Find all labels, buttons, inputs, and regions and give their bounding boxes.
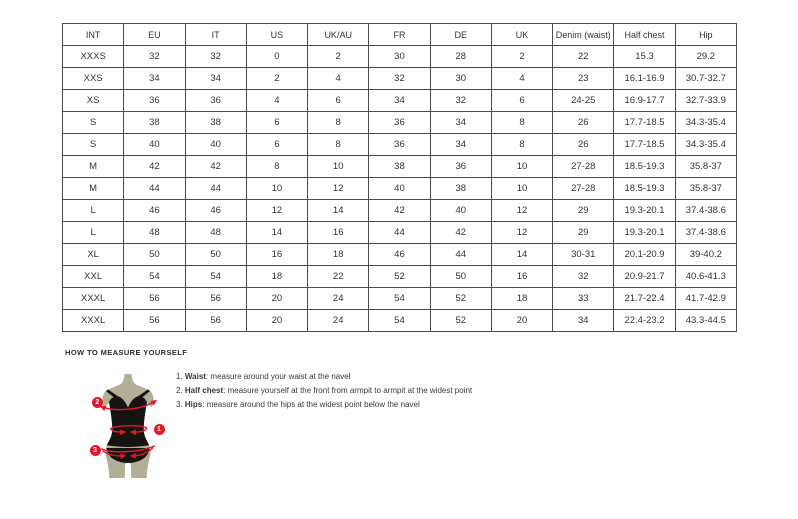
table-cell: 27-28 — [553, 156, 614, 178]
table-cell: 24 — [308, 310, 369, 332]
table-cell: XXXL — [63, 310, 124, 332]
table-cell: 48 — [124, 222, 185, 244]
table-cell: 54 — [124, 266, 185, 288]
column-header: Denim (waist) — [553, 24, 614, 46]
table-cell: 32 — [185, 46, 246, 68]
table-cell: 46 — [185, 200, 246, 222]
table-cell: 34 — [430, 112, 491, 134]
table-row — [63, 222, 737, 244]
table-cell: 19.3-20.1 — [614, 200, 675, 222]
size-chart-head — [63, 24, 737, 46]
column-header: EU — [124, 24, 185, 46]
table-cell: 56 — [185, 288, 246, 310]
table-cell: 33 — [553, 288, 614, 310]
table-cell: 29 — [553, 200, 614, 222]
table-cell: 54 — [185, 266, 246, 288]
table-cell: 18.5-19.3 — [614, 178, 675, 200]
table-cell: 44 — [124, 178, 185, 200]
table-cell: 32 — [369, 68, 430, 90]
measure-section-title: HOW TO MEASURE YOURSELF — [65, 348, 188, 357]
table-cell: 12 — [491, 222, 552, 244]
table-cell: 42 — [369, 200, 430, 222]
table-cell: 41.7-42.9 — [675, 288, 736, 310]
table-cell: 40.6-41.3 — [675, 266, 736, 288]
table-cell: 34 — [430, 134, 491, 156]
table-cell: XXL — [63, 266, 124, 288]
table-cell: 30-31 — [553, 244, 614, 266]
table-cell: 16 — [246, 244, 307, 266]
table-cell: XXS — [63, 68, 124, 90]
table-row — [63, 46, 737, 68]
column-header: UK — [491, 24, 552, 46]
table-cell: 38 — [124, 112, 185, 134]
table-cell: 16.9-17.7 — [614, 90, 675, 112]
table-cell: 40 — [124, 134, 185, 156]
size-chart-table — [62, 23, 737, 332]
table-cell: 20.9-21.7 — [614, 266, 675, 288]
measure-badge-hips: 3 — [90, 445, 101, 456]
table-cell: 36 — [369, 134, 430, 156]
table-row — [63, 156, 737, 178]
table-cell: L — [63, 222, 124, 244]
table-cell: 56 — [124, 288, 185, 310]
table-cell: 46 — [369, 244, 430, 266]
column-header: Half chest — [614, 24, 675, 46]
table-row — [63, 112, 737, 134]
table-cell: 34.3-35.4 — [675, 112, 736, 134]
table-cell: 52 — [369, 266, 430, 288]
table-cell: 44 — [430, 244, 491, 266]
table-cell: M — [63, 156, 124, 178]
table-cell: 32 — [124, 46, 185, 68]
column-header: US — [246, 24, 307, 46]
table-row — [63, 90, 737, 112]
table-cell: 4 — [308, 68, 369, 90]
table-cell: 54 — [369, 288, 430, 310]
table-cell: 10 — [491, 178, 552, 200]
table-cell: 44 — [185, 178, 246, 200]
table-cell: 27-28 — [553, 178, 614, 200]
table-cell: 22.4-23.2 — [614, 310, 675, 332]
size-chart-body — [63, 46, 737, 332]
table-cell: 4 — [246, 90, 307, 112]
table-cell: 4 — [491, 68, 552, 90]
column-header: UK/AU — [308, 24, 369, 46]
table-cell: 15.3 — [614, 46, 675, 68]
table-cell: 36 — [124, 90, 185, 112]
table-cell: 18 — [491, 288, 552, 310]
table-row — [63, 134, 737, 156]
table-cell: 24 — [308, 288, 369, 310]
table-cell: XS — [63, 90, 124, 112]
table-cell: 36 — [369, 112, 430, 134]
table-cell: 26 — [553, 134, 614, 156]
table-cell: 42 — [185, 156, 246, 178]
table-cell: 17.7-18.5 — [614, 112, 675, 134]
table-cell: 8 — [491, 134, 552, 156]
table-cell: 52 — [430, 310, 491, 332]
table-cell: 10 — [308, 156, 369, 178]
table-row — [63, 310, 737, 332]
table-cell: 8 — [246, 156, 307, 178]
table-cell: 14 — [308, 200, 369, 222]
table-cell: 35.8-37 — [675, 178, 736, 200]
table-cell: M — [63, 178, 124, 200]
table-cell: 20 — [246, 288, 307, 310]
table-cell: 21.7-22.4 — [614, 288, 675, 310]
column-header: Hip — [675, 24, 736, 46]
measure-step: 3. Hips: measure around the hips at the widest point below the navel — [176, 399, 420, 409]
table-cell: 22 — [308, 266, 369, 288]
table-cell: 6 — [308, 90, 369, 112]
table-cell: 40 — [369, 178, 430, 200]
table-row — [63, 288, 737, 310]
table-cell: 32 — [553, 266, 614, 288]
table-cell: 35.8-37 — [675, 156, 736, 178]
table-cell: 20 — [491, 310, 552, 332]
measure-figure — [85, 368, 170, 480]
table-cell: 8 — [308, 134, 369, 156]
table-cell: XL — [63, 244, 124, 266]
table-cell: 32 — [430, 90, 491, 112]
table-cell: 12 — [308, 178, 369, 200]
column-header: FR — [369, 24, 430, 46]
table-cell: 2 — [246, 68, 307, 90]
table-cell: 32.7-33.9 — [675, 90, 736, 112]
table-cell: 36 — [185, 90, 246, 112]
table-cell: 6 — [246, 134, 307, 156]
table-cell: 50 — [124, 244, 185, 266]
table-cell: 38 — [430, 178, 491, 200]
table-cell: S — [63, 134, 124, 156]
measure-step: 2. Half chest: measure yourself at the front from armpit to armpit at the widest point — [176, 385, 473, 395]
table-row — [63, 244, 737, 266]
measure-step: 1. Waist: measure around your waist at the navel — [176, 372, 351, 381]
table-cell: L — [63, 200, 124, 222]
table-cell: 18.5-19.3 — [614, 156, 675, 178]
table-cell: 20 — [246, 310, 307, 332]
table-cell: XXXS — [63, 46, 124, 68]
table-cell: 2 — [491, 46, 552, 68]
table-cell: 16 — [308, 222, 369, 244]
table-cell: 10 — [491, 156, 552, 178]
table-cell: 50 — [185, 244, 246, 266]
table-cell: 46 — [124, 200, 185, 222]
table-cell: 26 — [553, 112, 614, 134]
table-cell: 20.1-20.9 — [614, 244, 675, 266]
table-cell: 37.4-38.6 — [675, 222, 736, 244]
table-cell: 40 — [185, 134, 246, 156]
measure-badge-waist: 1 — [154, 424, 165, 435]
table-cell: 36 — [430, 156, 491, 178]
table-cell: 12 — [246, 200, 307, 222]
table-cell: 34 — [369, 90, 430, 112]
table-cell: 56 — [185, 310, 246, 332]
table-row — [63, 68, 737, 90]
table-cell: 30 — [369, 46, 430, 68]
table-cell: 24-25 — [553, 90, 614, 112]
table-cell: 10 — [246, 178, 307, 200]
table-cell: 34 — [185, 68, 246, 90]
table-cell: 16.1-16.9 — [614, 68, 675, 90]
table-cell: 6 — [246, 112, 307, 134]
table-cell: 29.2 — [675, 46, 736, 68]
table-cell: 6 — [491, 90, 552, 112]
column-header: IT — [185, 24, 246, 46]
table-cell: 28 — [430, 46, 491, 68]
table-cell: 8 — [308, 112, 369, 134]
table-cell: 48 — [185, 222, 246, 244]
table-cell: 39-40.2 — [675, 244, 736, 266]
table-cell: 29 — [553, 222, 614, 244]
table-cell: 14 — [246, 222, 307, 244]
table-cell: 42 — [430, 222, 491, 244]
table-cell: 34 — [553, 310, 614, 332]
table-cell: 43.3-44.5 — [675, 310, 736, 332]
column-header: DE — [430, 24, 491, 46]
table-cell: 17.7-18.5 — [614, 134, 675, 156]
table-cell: 8 — [491, 112, 552, 134]
table-cell: XXXL — [63, 288, 124, 310]
table-cell: 56 — [124, 310, 185, 332]
table-cell: 30.7-32.7 — [675, 68, 736, 90]
table-cell: 18 — [308, 244, 369, 266]
column-header: INT — [63, 24, 124, 46]
table-cell: 34.3-35.4 — [675, 134, 736, 156]
table-cell: 18 — [246, 266, 307, 288]
table-cell: 50 — [430, 266, 491, 288]
table-row — [63, 178, 737, 200]
table-cell: 12 — [491, 200, 552, 222]
table-cell: 30 — [430, 68, 491, 90]
table-row — [63, 266, 737, 288]
table-cell: 0 — [246, 46, 307, 68]
table-cell: 2 — [308, 46, 369, 68]
table-header-row — [63, 24, 737, 46]
table-cell: 38 — [185, 112, 246, 134]
measure-steps — [176, 373, 472, 415]
table-row — [63, 200, 737, 222]
table-cell: 42 — [124, 156, 185, 178]
table-cell: 37.4-38.6 — [675, 200, 736, 222]
table-cell: 54 — [369, 310, 430, 332]
table-cell: 34 — [124, 68, 185, 90]
table-cell: S — [63, 112, 124, 134]
table-cell: 23 — [553, 68, 614, 90]
table-cell: 52 — [430, 288, 491, 310]
table-cell: 19.3-20.1 — [614, 222, 675, 244]
table-cell: 38 — [369, 156, 430, 178]
table-cell: 44 — [369, 222, 430, 244]
table-cell: 16 — [491, 266, 552, 288]
measure-badge-half-chest: 2 — [92, 397, 103, 408]
table-cell: 40 — [430, 200, 491, 222]
table-cell: 14 — [491, 244, 552, 266]
table-cell: 22 — [553, 46, 614, 68]
